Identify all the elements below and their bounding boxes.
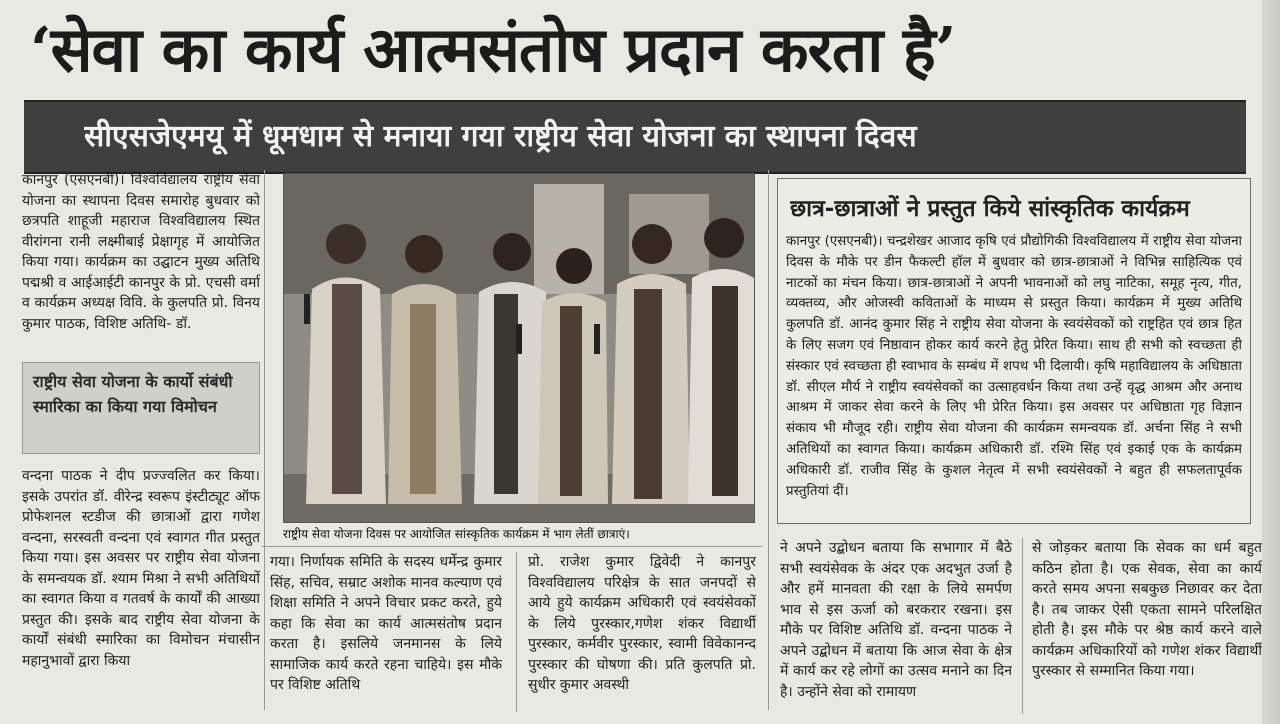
divider bbox=[264, 170, 265, 710]
subheadline-banner bbox=[24, 100, 1246, 174]
divider bbox=[516, 552, 517, 712]
article-column-5: से जोड़कर बताया कि सेवक का धर्म बहुत कठिन होता है। एक सेवक, सेवा का कार्य करते समय अपना सबकुछ निछावर कर देता है। तब जाकर ऐसी एकता सामने परिलक्षित होती है। इस मौके पर श्रेष्ठ कार्य करने वाले कार्यक्रम अधिकारियों को गणेश शंकर विद्यार्थी पुरस्कार से सम्मानित किया गया। bbox=[1032, 540, 1262, 679]
subheadline: सीएसजेएमयू में धूमधाम से मनाया गया राष्ट्रीय सेवा योजना का स्थापना दिवस bbox=[84, 119, 917, 154]
side-article-body: कानपुर (एसएनबी)। चन्द्रशेखर आजाद कृषि एवं प्रौद्योगिकी विश्वविद्यालय में राष्ट्रीय सेवा योजना दिवस के मौके पर डीन फैकल्टी हॉल में बुधवार को छात्र-छात्राओं ने विभिन्न साहित्यिक एवं नाटकों का मंचन किया। छात्र-छात्राओं ने अपनी भावनाओं को लघु नाटिका, समूह नृत्य, गीत, व्यक्तव्य, और ओजस्वी कविताओं के माध्यम से प्रस्तुत किया। कार्यक्रम में मुख्य अतिथि कुलपति डॉ. आनंद कुमार सिंह ने राष्ट्रीय सेवा योजना के स्वयंसेवकों को राष्ट्रहित एवं छात्र हित के लिए सजग एवं निष्ठावान होकर कार्य करने हेतु प्रेरित किया। साथ ही सभी को स्वच्छता ही संस्कार एवं स्वच्छता ही स्वाभाव के सम्बंध में शपथ भी दिलायी। कृषि महाविद्यालय के अधिष्ठाता डॉ. सीएल मौर्य ने राष्ट्रीय स्वयंसेवकों का उत्साहवर्धन किया तथा उन्हें वृद्ध आश्रम और अनाथ आश्रम में जाकर सेवा करने के लिए भी प्रेरित किया। इस अवसर पर अधिष्ठाता गृह विज्ञान संकाय भी मौजूद रही। राष्ट्रीय सेवा योजना की कार्यक्रम समन्वयक डॉ. अर्चना सिंह ने सभी अतिथियों का स्वागत किया। कार्यक्रम अधिकारी डॉ. रश्मि सिंह एवं इकाई एक के कार्यक्रम अधिकारी डॉ. राजीव सिंह के कुशल नेतृत्व में सभी स्वयंसेवकों ने बहुत ही सफलतापूर्वक प्रस्तुतियां दीं। bbox=[786, 234, 1242, 499]
divider bbox=[1022, 538, 1023, 714]
photo-caption: राष्ट्रीय सेवा योजना दिवस पर आयोजित सांस्कृतिक कार्यक्रम में भाग लेतीं छात्राएं। bbox=[283, 527, 630, 541]
divider bbox=[262, 546, 762, 547]
article-column-3: प्रो. राजेश कुमार द्विवेदी ने कानपुर विश्वविद्यालय परिक्षेत्र के सात जनपदों से आये हुये कार्यक्रम अधिकारी एवं स्वयंसेवकों के लिये पुरस्कार,गणेश शंकर विद्यार्थी पुरस्कार, कर्मवीर पुरस्कार, स्वामी विवेकानन्द पुरस्कार की घोषणा की। प्रति कुलपति प्रो. सुधीर कुमार अवस्थी bbox=[528, 554, 756, 693]
subhead-box bbox=[22, 362, 260, 454]
article-column-1-top: कानपुर (एसएनबी)। विश्वविद्यालय राष्ट्रीय सेवा योजना का स्थापना दिवस समारोह बुधवार को छत्रपति शाहूजी महाराज विश्वविद्यालय स्थित वीरांगना रानी लक्ष्मीबाई प्रेक्षागृह में आयोजित किया गया। कार्यक्रम का उद्घाटन मुख्य अतिथि पद्मश्री व आईआईटी कानपुर के प्रो. एचसी वर्मा व कार्यक्रम अध्यक्ष विवि. के कुलपति प्रो. विनय कुमार पाठक, विशिष्ट अतिथि- डॉ. bbox=[22, 172, 260, 332]
news-photo bbox=[283, 173, 755, 523]
article-column-1-bottom: वन्दना पाठक ने दीप प्रज्ज्वलित कर किया। इसके उपरांत डॉ. वीरेन्द्र स्वरूप इंस्टीट्यूट ऑफ प्रोफेशनल स्टडीज की छात्राओं द्वारा गणेश वन्दना, सरस्वती वन्दना एवं स्वागत गीत प्रस्तुत किया गया। इस अवसर पर राष्ट्रीय सेवा योजना के समन्वयक डॉ. श्याम मिश्रा ने सभी अतिथियों का स्वागत किया व गतवर्ष के कार्यों की आख्या प्रस्तुत की। इसके बाद राष्ट्रीय सेवा योजना के कार्यों संबंधी स्मारिका का विमोचन मंचासीन महानुभावों द्वारा किया bbox=[22, 468, 260, 669]
side-article-title: छात्र-छात्राओं ने प्रस्तुत किये सांस्कृतिक कार्यक्रम bbox=[790, 196, 1190, 222]
adjacent-page-edge bbox=[1262, 0, 1280, 724]
students-performing-image bbox=[284, 174, 754, 522]
divider bbox=[768, 170, 769, 710]
article-column-4: ने अपने उद्बोधन बताया कि सभागार में बैठे सभी स्वयंसेवक के अंदर एक अदभुत उर्जा है और हमें मानवता की रक्षा के लिये समर्पण भाव से इस ऊर्जा को बरकरार रखना। इस मौके पर विशिष्ट अतिथि डॉ. वन्दना पाठक ने अपने उद्बोधन में बताया कि आज सेवा के क्षेत्र में कार्य कर रहे लोगों का उत्सव मनाने का दिन है। उन्होंने सेवा को रामायण bbox=[780, 540, 1012, 700]
article-column-2: गया। निर्णायक समिति के सदस्य धर्मेन्द्र कुमार सिंह, सचिव, सम्राट अशोक मानव कल्याण एवं शिक्षा समिति ने अपने विचार प्रकट करते, हुये कहा कि सेवा का कार्य आत्मसंतोष प्रदान करता है। इसलिये जनमानस के लिये सामाजिक कार्य करते रहना चाहिये। इस मौके पर विशिष्ट अतिथि bbox=[270, 554, 502, 693]
headline: ‘सेवा का कार्य आत्मसंतोष प्रदान करता है’ bbox=[30, 13, 956, 86]
subhead-box-text: राष्ट्रीय सेवा योजना के कार्यो संबंधी स्मारिका का किया गया विमोचन bbox=[33, 372, 233, 416]
